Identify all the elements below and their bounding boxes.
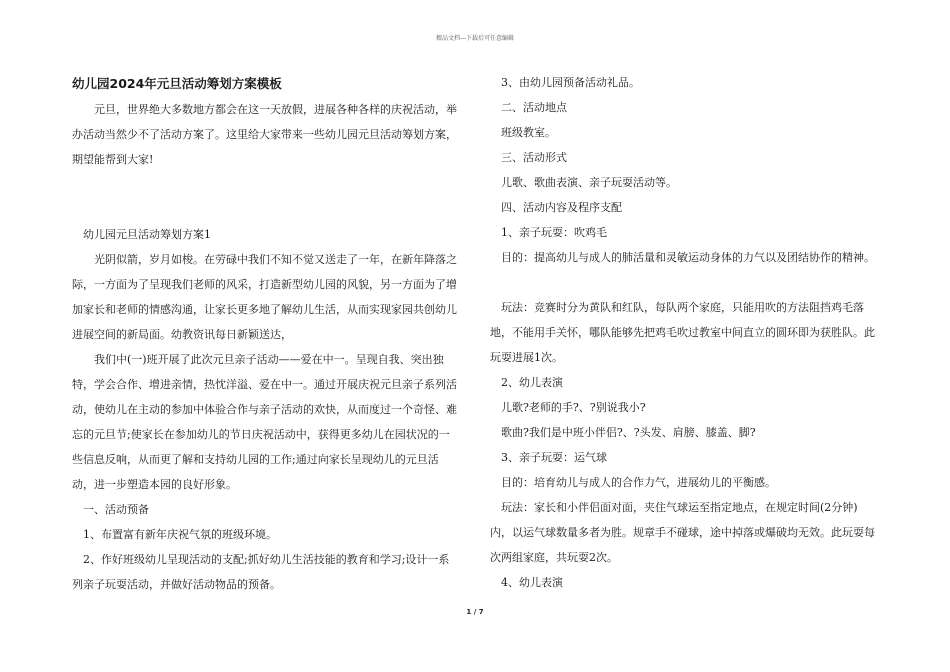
page-header: 精品文档---下载后可任意编辑 <box>435 35 515 42</box>
text-paragraph: 玩法：竞赛时分为黄队和红队，每队两个家庭，只能用吹的方法阻挡鸡毛落地，不能用手关怀，哪队能够先把鸡毛吹过教室中间直立的圆环即为获胜队。此玩耍进展1次。 <box>490 301 875 364</box>
text-paragraph: 玩法：家长和小伴侣面对面，夹住气球运至指定地点，在规定时间(2分钟)内，以运气球数量多者为胜。规章手不碰球，途中掉落或爆破均无效。此玩耍每次两组家庭，共玩耍2次。 <box>490 501 875 564</box>
plan-heading: 幼儿园元旦活动筹划方案1 <box>83 228 211 241</box>
text-line: 目的：提高幼儿与成人的肺活量和灵敏运动身体的力气以及团结协作的精神。 <box>501 251 875 264</box>
spacer <box>72 172 460 222</box>
text-line: 目的：培育幼儿与成人的合作力气，进展幼儿的平衡感。 <box>501 476 776 489</box>
section-heading-3: 三、活动形式 <box>501 151 567 164</box>
list-item: 4、幼儿表演 <box>501 576 563 589</box>
list-item: 3、亲子玩耍：运气球 <box>501 451 607 464</box>
list-item: 3、由幼儿园预备活动礼品。 <box>501 76 640 89</box>
left-column <box>72 70 460 597</box>
text-line: 班级教室。 <box>501 126 556 139</box>
document-title: 幼儿园2024年元旦活动筹划方案模板 <box>72 76 282 91</box>
list-item: 2、幼儿表演 <box>501 376 563 389</box>
text-line: 儿歌、歌曲表演、亲子玩耍活动等。 <box>501 176 677 189</box>
list-item: 1、布置富有新年庆祝气氛的班级环境。 <box>83 528 277 541</box>
list-item: 1、亲子玩耍：吹鸡毛 <box>501 226 607 239</box>
paragraph-2: 我们中(一)班开展了此次元旦亲子活动——爱在中一。呈现自我、突出独特，学会合作、增进亲情，热忱洋溢、爱在中一。通过开展庆祝元旦亲子系列活动，使幼儿在主动的参加中体验合作与亲子活动的欢快，从而度过一个奇怪、难忘的元旦节;使家长在参加幼儿的节日庆祝活动中，获得更多幼儿在园状况的一些信息反响，从而更了解和支持幼儿园的工作;通过向家长呈现幼儿的元旦活动，进一步塑造本园的良好形象。 <box>72 353 457 491</box>
text-line: 歌曲?我们是中班小伴侣?、?头发、肩膀、膝盖、脚? <box>501 426 756 439</box>
intro-paragraph: 元旦，世界绝大多数地方都会在这一天放假，进展各种各样的庆祝活动，举办活动当然少不了活动方案了。这里给大家带来一些幼儿园元旦活动筹划方案，期望能帮到大家! <box>72 103 457 166</box>
section-heading-1: 一、活动预备 <box>83 503 149 516</box>
page-number: 1 / 7 <box>466 608 484 616</box>
text-line: 儿歌?老师的手?、?别说我小? <box>501 401 646 414</box>
list-item: 2、作好班级幼儿呈现活动的支配;抓好幼儿生活技能的教育和学习;设计一系列亲子玩耍活动，并做好活动物品的预备。 <box>72 553 450 591</box>
spacer <box>490 270 878 295</box>
section-heading-2: 二、活动地点 <box>501 101 567 114</box>
section-heading-4: 四、活动内容及程序支配 <box>501 201 622 214</box>
right-column <box>490 70 878 595</box>
paragraph-1: 光阴似箭，岁月如梭。在劳碌中我们不知不觉又送走了一年，在新年降落之际，一方面为了呈现我们老师的风采，打造新型幼儿园的风貌，另一方面为了增加家长和老师的情感沟通，让家长更多地了解幼儿生活，从而实现家园共创幼儿进展空间的新局面。幼教资讯每日新颖送达， <box>72 253 457 341</box>
